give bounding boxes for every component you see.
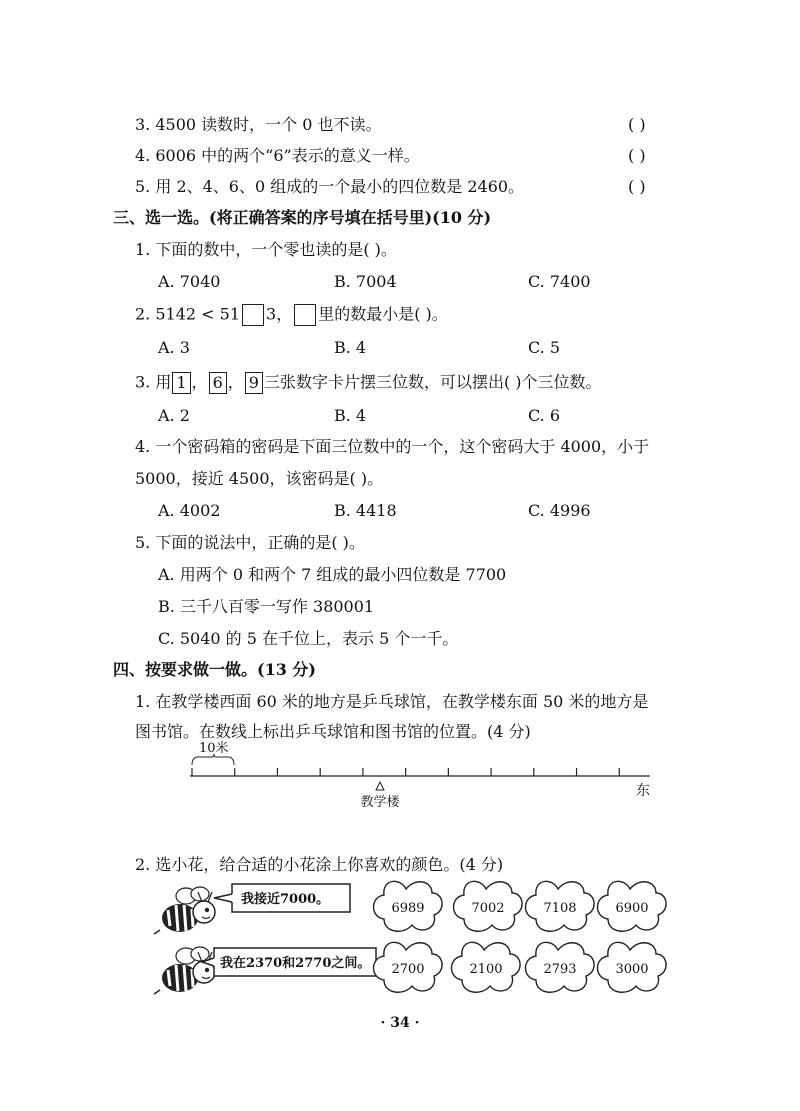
s3-q4-option-c: C. 4996 xyxy=(528,501,591,520)
s3-q2-option-c: C. 5 xyxy=(528,338,561,357)
s3-q3-option-a: A. 2 xyxy=(158,406,190,425)
flower-number: 3000 xyxy=(615,962,649,977)
judge-answer-3[interactable]: ( ) xyxy=(628,115,646,134)
judge-item-3: 3. 4500 读数时，一个 0 也不读。 xyxy=(135,115,382,134)
flower[interactable] xyxy=(454,881,523,931)
flower-number: 2700 xyxy=(391,962,425,977)
digit-card-6: 6 xyxy=(209,372,227,394)
s4-q2-stem: 2. 选小花，给合适的小花涂上你喜欢的颜色。(4 分) xyxy=(135,855,504,874)
s3-q2-post: 里的数最小是( )。 xyxy=(318,304,448,324)
s3-q3-sep: ， xyxy=(227,372,244,392)
s3-q1-option-b: B. 7004 xyxy=(334,272,397,291)
judge-answer-5[interactable]: ( ) xyxy=(628,177,646,196)
s3-q3-option-c: C. 6 xyxy=(528,406,561,425)
s3-q3-post: 三张数字卡片摆三位数，可以摆出( )个三位数。 xyxy=(263,372,602,392)
section4-title: 四、按要求做一做。(13 分) xyxy=(113,660,316,679)
flower-number: 7002 xyxy=(471,901,505,916)
s3-q4-line1: 4. 一个密码箱的密码是下面三位数中的一个，这个密码大于 4000，小于 xyxy=(135,437,650,456)
bee-1-speech: 我接近7000。 xyxy=(241,892,330,907)
flower[interactable] xyxy=(452,942,521,992)
section3-title: 三、选一选。(将正确答案的序号填在括号里)(10 分) xyxy=(113,208,492,227)
s3-q4-option-a: A. 4002 xyxy=(158,501,221,520)
flower-number: 6989 xyxy=(391,901,425,916)
s3-q5-option-c: C. 5040 的 5 在千位上，表示 5 个一千。 xyxy=(158,629,459,648)
flower[interactable] xyxy=(374,942,443,992)
s3-q2-pre: 2. 5142 < 51 xyxy=(135,304,241,324)
flower-number: 2793 xyxy=(543,962,577,977)
s3-q4-line2: 5000，接近 4500，该密码是( )。 xyxy=(135,469,384,488)
school-building-label: 教学楼 xyxy=(360,795,400,810)
s3-q3-option-b: B. 4 xyxy=(334,406,367,425)
s4-q1-line1: 1. 在教学楼西面 60 米的地方是乒乓球馆，在教学楼东面 50 米的地方是 xyxy=(135,692,649,711)
s3-q5-option-b: B. 三千八百零一写作 380001 xyxy=(158,597,375,616)
east-label: 东 xyxy=(636,783,650,799)
s3-q5-option-a: A. 用两个 0 和两个 7 组成的最小四位数是 7700 xyxy=(158,565,507,584)
s3-q5-stem: 5. 下面的说法中，正确的是( )。 xyxy=(135,533,365,552)
s4-q1-line2: 图书馆。在数线上标出乒乓球馆和图书馆的位置。(4 分) xyxy=(135,722,531,741)
flower[interactable] xyxy=(526,942,595,992)
bee-1 xyxy=(154,887,215,934)
page-number: · 34 · xyxy=(380,1015,420,1031)
s3-q3-sep: ， xyxy=(191,372,208,392)
flower[interactable] xyxy=(526,881,595,931)
flower[interactable] xyxy=(598,881,667,931)
bee-2 xyxy=(154,947,215,994)
flower-number: 2100 xyxy=(469,962,503,977)
judge-item-5: 5. 用 2、4、6、0 组成的一个最小的四位数是 2460。 xyxy=(135,177,525,196)
flower-number: 6900 xyxy=(615,901,649,916)
s3-q1-option-a: A. 7040 xyxy=(158,272,221,291)
scale-label: 10米 xyxy=(199,741,229,756)
s3-q4-option-b: B. 4418 xyxy=(334,501,397,520)
flower[interactable] xyxy=(598,942,667,992)
judge-item-4: 4. 6006 中的两个“6”表示的意义一样。 xyxy=(135,146,420,165)
s3-q2-mid: 3， xyxy=(266,304,293,324)
flower-row-2 xyxy=(374,942,667,992)
digit-card-1: 1 xyxy=(172,372,190,394)
digit-card-9: 9 xyxy=(245,372,263,394)
s3-q2-option-b: B. 4 xyxy=(334,338,367,357)
s3-q1-stem: 1. 下面的数中，一个零也读的是( )。 xyxy=(135,240,397,259)
flower-row-1 xyxy=(374,881,667,931)
s3-q2-option-a: A. 3 xyxy=(158,338,190,357)
s3-q1-option-c: C. 7400 xyxy=(528,272,591,291)
bee-2-speech: 我在2370和2770之间。 xyxy=(220,956,371,971)
flower-number: 7108 xyxy=(543,901,577,916)
judge-answer-4[interactable]: ( ) xyxy=(628,146,646,165)
s3-q3-pre: 3. 用 xyxy=(135,372,172,392)
flower[interactable] xyxy=(374,881,443,931)
